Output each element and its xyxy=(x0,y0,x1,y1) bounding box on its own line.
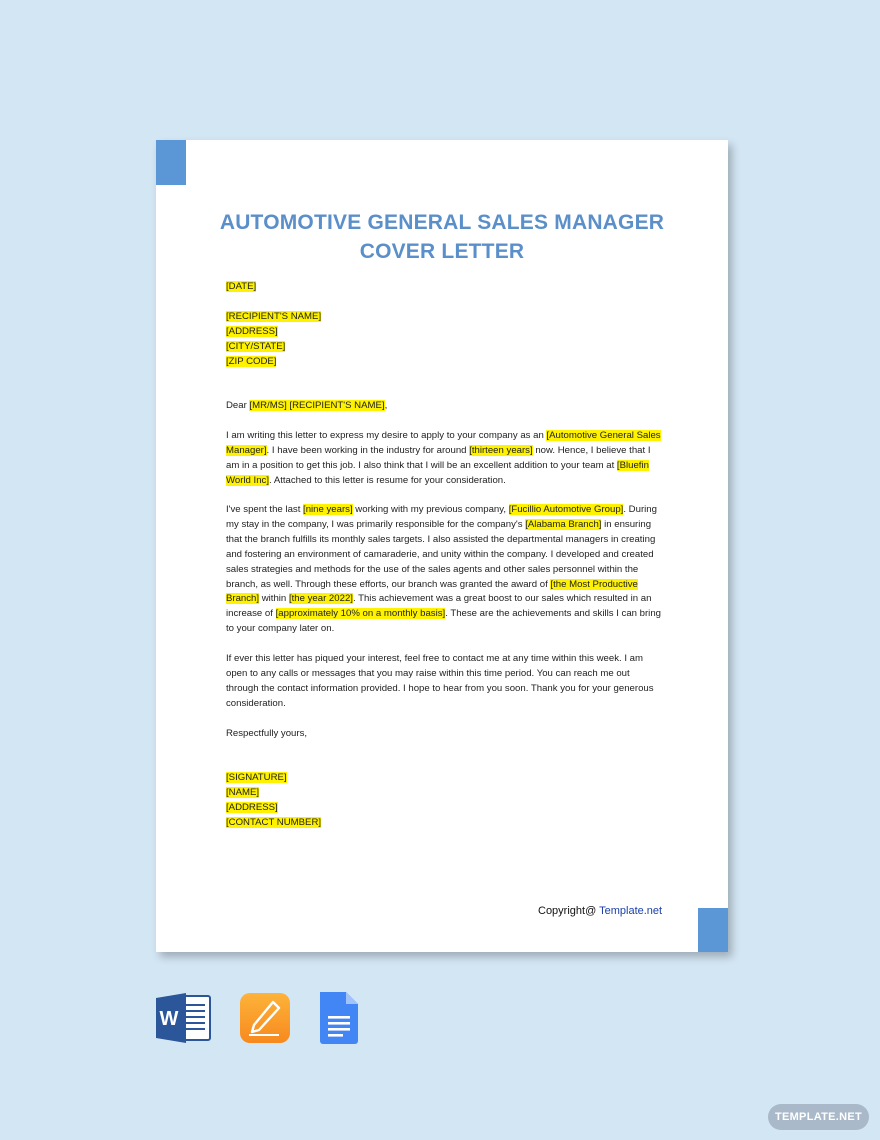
copyright-notice xyxy=(538,905,662,917)
salutation-name: [MR/MS] [RECIPIENT'S NAME] xyxy=(249,400,385,411)
p1-highlight-company: [Bluefin World Inc] xyxy=(226,459,649,486)
p2-text: working with my previous company, xyxy=(352,504,509,515)
recipient-block xyxy=(226,310,664,370)
p2-highlight-previous-company: [Fucillio Automotive Group] xyxy=(508,504,624,515)
corner-accent-bottom-right xyxy=(698,908,728,952)
p2-highlight-award: [the Most Productive Branch] xyxy=(226,578,638,605)
template-net-badge[interactable]: TEMPLATE.NET xyxy=(768,1104,869,1130)
p1-text: . Attached to this letter is resume for your consideration. xyxy=(269,474,506,486)
recipient-city-state: [CITY/STATE] xyxy=(226,340,286,352)
pages-icon[interactable] xyxy=(239,992,291,1049)
p2-text: . During my stay in the company, I was primarily responsible for the company's xyxy=(226,504,657,530)
google-docs-icon[interactable] xyxy=(318,992,360,1049)
p3-text: If ever this letter has piqued your interest, feel free to contact me at any time within this week. I am open to any calls or messages that you may raise within this time period. You can reach me out through the contact information provided. I hope to hear from you soon. Thank you for your generous consideration. xyxy=(226,653,654,709)
p2-text: I've spent the last xyxy=(226,504,304,515)
signature-placeholder: [SIGNATURE] xyxy=(226,772,287,783)
p1-text: . I have been working in the industry for around xyxy=(266,444,470,456)
date-placeholder: [DATE] xyxy=(226,281,257,292)
word-icon[interactable] xyxy=(156,992,212,1049)
recipient-address: [ADDRESS] xyxy=(226,325,278,337)
p2-text: . These are the achievements and skills I can bring to your company later on. xyxy=(226,608,661,635)
document-title xyxy=(156,208,728,266)
copyright-prefix: Copyright@ xyxy=(538,905,600,917)
salutation xyxy=(226,399,664,414)
paragraph-1 xyxy=(226,429,664,489)
salutation-prefix: Dear xyxy=(226,400,250,411)
copyright-link[interactable]: Template.net xyxy=(599,905,663,917)
paragraph-3 xyxy=(226,652,664,712)
document-page xyxy=(156,140,728,952)
p2-highlight-year: [the year 2022] xyxy=(288,593,353,605)
closing xyxy=(226,727,664,742)
signature-block xyxy=(226,771,664,831)
sender-name: [NAME] xyxy=(226,786,260,798)
p1-highlight-years: [thirteen years] xyxy=(469,444,533,456)
p2-text: within xyxy=(259,593,289,605)
p1-text: now. Hence, I believe that I am in a position to get this job. I also think that I will be an excellent addition to your team at xyxy=(226,444,651,471)
p1-highlight-position: [Automotive General Sales Manager] xyxy=(226,430,661,456)
p2-text: . This achievement was a great boost to our sales which resulted in an increase of xyxy=(226,593,652,620)
title-line-1: AUTOMOTIVE GENERAL SALES MANAGER xyxy=(219,211,665,234)
date-block xyxy=(226,280,664,295)
salutation-suffix: , xyxy=(384,400,388,411)
p1-text: I am writing this letter to express my desire to apply to your company as an xyxy=(226,430,547,441)
sender-address: [ADDRESS] xyxy=(226,801,278,813)
title-line-2: COVER LETTER xyxy=(359,240,525,263)
sender-contact: [CONTACT NUMBER] xyxy=(226,816,322,828)
paragraph-2 xyxy=(226,503,664,637)
recipient-name: [RECIPIENT'S NAME] xyxy=(226,311,322,322)
p2-highlight-branch: [Alabama Branch] xyxy=(525,518,602,530)
corner-accent-top-left xyxy=(156,140,186,185)
p2-text: in ensuring that the branch fulfills its monthly sales targets. I also assisted the departmental managers in creating and fostering an environment of camaraderie, and unity within the company. I developed and created sales strategies and methods for the use of the sales agents and other sales personnel within the branch, as well. Through these efforts, our branch was granted the award of xyxy=(226,518,656,590)
recipient-zip: [ZIP CODE] xyxy=(226,355,277,367)
p2-highlight-increase: [approximately 10% on a monthly basis] xyxy=(275,608,446,620)
closing-text: Respectfully yours, xyxy=(226,728,308,739)
word-letter: W xyxy=(159,1008,179,1030)
p2-highlight-years: [nine years] xyxy=(303,504,353,515)
